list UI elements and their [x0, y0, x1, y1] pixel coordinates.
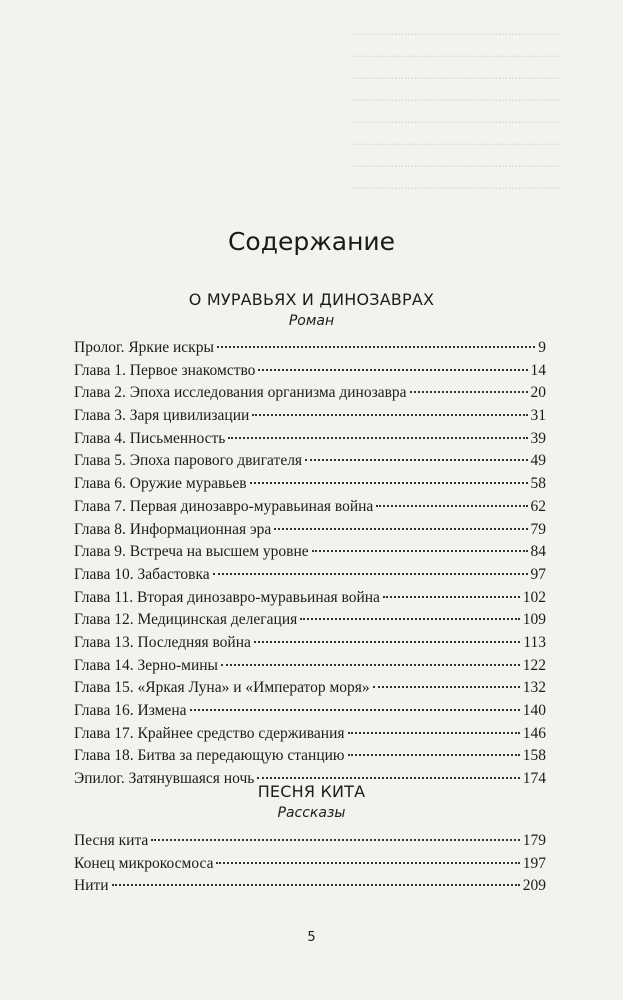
dot-leader	[217, 346, 535, 348]
toc-entry[interactable]	[74, 450, 546, 473]
toc-entry[interactable]	[74, 723, 546, 746]
toc-entry[interactable]	[74, 677, 546, 700]
toc-entry-page: 158	[522, 747, 546, 765]
toc-entry[interactable]	[74, 496, 546, 519]
dot-leader	[250, 482, 528, 484]
section-title: ПЕСНЯ КИТА	[257, 782, 366, 801]
dot-leader	[252, 414, 527, 416]
dot-leader	[257, 777, 519, 779]
toc-entry-label: Конец микрокосмоса	[74, 854, 214, 872]
toc-entry-label: Пролог. Яркие искры	[74, 339, 214, 356]
toc-entry-label: Нити	[74, 877, 109, 895]
toc-entry-label: Глава 17. Крайнее средство сдерживания	[74, 724, 345, 742]
dot-leader	[300, 618, 520, 620]
dot-leader	[254, 641, 520, 643]
toc-entry-page: 58	[530, 475, 546, 493]
toc-entry-label: Глава 13. Последняя война	[74, 633, 251, 651]
dot-leader	[228, 437, 527, 439]
toc-entry[interactable]	[74, 700, 546, 723]
toc-entry-page: 84	[530, 543, 546, 561]
page-title: Содержание	[227, 227, 396, 256]
toc-entry-page: 97	[530, 565, 546, 583]
toc-entry[interactable]	[74, 382, 546, 405]
dot-leader	[376, 505, 527, 507]
toc-entry-label: Глава 15. «Яркая Луна» и «Император моря»	[74, 679, 370, 697]
toc-entry-label: Глава 4. Письменность	[74, 429, 226, 447]
toc-entry[interactable]	[74, 875, 546, 898]
dot-leader	[190, 709, 520, 711]
toc-entry[interactable]	[74, 609, 546, 632]
toc-entry-page: 31	[530, 407, 546, 425]
toc-entry-page: 146	[522, 724, 546, 742]
toc-list	[74, 830, 546, 898]
toc-entry-label: Эпилог. Затянувшаяся ночь	[74, 770, 255, 788]
show-through-text: ................................................................ ................................................................ ................................................................ ................................................................ ................................................................ ................................................................ ................................................................ ................................................................	[352, 23, 560, 192]
toc-entry-page: 122	[522, 656, 546, 674]
toc-entry-label: Глава 3. Заря цивилизации	[74, 407, 250, 425]
toc-list	[74, 337, 546, 791]
toc-entry-label: Глава 10. Забастовка	[74, 565, 210, 583]
toc-entry-page: 14	[530, 361, 546, 379]
dot-leader	[312, 550, 528, 552]
dot-leader	[410, 391, 528, 393]
toc-entry-page: 209	[522, 877, 546, 895]
toc-entry[interactable]	[74, 337, 546, 360]
toc-entry-label: Глава 6. Оружие муравьев	[74, 475, 247, 493]
toc-entry-label: Глава 9. Встреча на высшем уровне	[74, 543, 309, 561]
toc-entry[interactable]	[74, 745, 546, 768]
toc-entry[interactable]	[74, 655, 546, 678]
dot-leader	[112, 884, 520, 886]
section-title: О МУРАВЬЯХ И ДИНОЗАВРАХ	[188, 290, 435, 309]
dot-leader	[258, 369, 527, 371]
toc-entry[interactable]	[74, 519, 546, 542]
toc-entry[interactable]	[74, 541, 546, 564]
dot-leader	[216, 862, 519, 864]
toc-entry[interactable]	[74, 360, 546, 383]
toc-entry-label: Глава 7. Первая динозавро-муравьиная война	[74, 497, 374, 515]
toc-entry-page: 140	[522, 702, 546, 719]
page-number: 5	[307, 930, 316, 945]
dot-leader	[213, 573, 528, 575]
toc-entry-label: Глава 5. Эпоха парового двигателя	[74, 452, 303, 470]
toc-entry[interactable]	[74, 830, 546, 853]
toc-entry-label: Глава 8. Информационная эра	[74, 520, 272, 538]
toc-entry-page: 9	[538, 339, 546, 356]
toc-entry-page: 49	[530, 452, 546, 470]
toc-entry-page: 39	[530, 429, 546, 447]
dot-leader	[221, 664, 520, 666]
dot-leader	[348, 754, 520, 756]
toc-entry-label: Глава 1. Первое знакомство	[74, 361, 256, 379]
toc-entry[interactable]	[74, 587, 546, 610]
dot-leader	[383, 596, 520, 598]
dot-leader	[305, 459, 527, 461]
toc-entry-page: 132	[522, 679, 546, 697]
dot-leader	[151, 839, 519, 841]
toc-entry-page: 197	[522, 854, 546, 872]
toc-entry[interactable]	[74, 428, 546, 451]
toc-entry-page: 62	[530, 497, 546, 515]
dot-leader	[348, 732, 520, 734]
toc-entry-page: 102	[522, 588, 546, 606]
toc-entry-page: 113	[523, 633, 546, 651]
toc-entry-label: Глава 16. Измена	[74, 702, 187, 719]
toc-entry[interactable]	[74, 564, 546, 587]
toc-entry-label: Глава 14. Зерно-мины	[74, 656, 218, 674]
toc-entry-label: Песня кита	[74, 832, 149, 849]
toc-entry-label: Глава 12. Медицинская делегация	[74, 611, 298, 629]
toc-entry[interactable]	[74, 853, 546, 876]
toc-entry-page: 109	[522, 611, 546, 629]
toc-entry-page: 20	[530, 384, 546, 402]
toc-entry-label: Глава 11. Вторая динозавро-муравьиная война	[74, 588, 380, 606]
toc-entry-page: 79	[530, 520, 546, 538]
toc-entry[interactable]	[74, 632, 546, 655]
toc-entry-page: 174	[522, 770, 546, 788]
section-subtitle: Рассказы	[277, 805, 346, 821]
toc-entry-page: 179	[522, 832, 546, 849]
toc-entry-label: Глава 18. Битва за передающую станцию	[74, 747, 345, 765]
dot-leader	[373, 686, 520, 688]
toc-entry[interactable]	[74, 405, 546, 428]
toc-entry[interactable]	[74, 473, 546, 496]
toc-entry-label: Глава 2. Эпоха исследования организма динозавра	[74, 384, 407, 402]
section-subtitle: Роман	[288, 313, 335, 329]
dot-leader	[274, 528, 527, 530]
